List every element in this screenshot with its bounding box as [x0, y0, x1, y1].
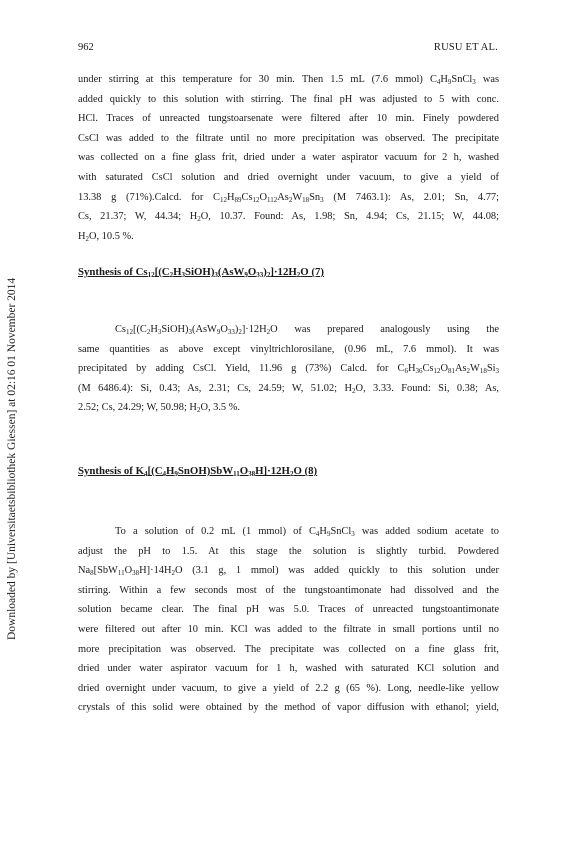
text-line: adjust the pH to 1.5. At this stage the solution is slightly turbid. Powdered: [78, 545, 499, 557]
page-header: [78, 42, 498, 56]
text-line: precipitated by adding CsCl. Yield, 11.96 g (73%) Calcd. for $C_6H_{36}Cs_{12}O_{81}As_2W_{18}Si_3$: [78, 363, 499, 376]
heading-synthesis-7: Synthesis of $Cs_{12}[(C_2H_3SiOH)_3(AsW_9O_{33})_2]\cdot 12H_2O$ (7): [78, 266, 324, 279]
paragraph-3: [78, 522, 499, 718]
text-line: were filtered out after 10 min. KCl was added to the filtrate in small portions until no: [78, 623, 499, 635]
page-number: 962: [78, 42, 94, 53]
text-line: crystals of this solid were obtained by the method of vapor diffusion with ethanol; yield,: [78, 702, 499, 714]
text-line: CsCl was added to the filtrate until no more precipitation was observed. The precipitate: [78, 132, 499, 144]
text-line: (M 6486.4): Si, 0.43; As, 2.31; Cs, 24.59; W, 51.02; $H_2O$, 3.33. Found: Si, 0.38; As,: [78, 382, 499, 395]
text-line: 13.38 g (71%).Calcd. for $C_{12}H_{89}Cs_{12}O_{112}As_2W_{18}Sn_3$ (M 7463.1): As, 2.01; Sn, 4.77;: [78, 191, 499, 204]
heading-synthesis-8: Synthesis of $K_4[(C_4H_9SnOH)SbW_{11}O_{38}H]\cdot 12H_2O$ (8): [78, 465, 318, 478]
text-line: solution became clear. The final pH was 5.0. Traces of unreacted tungstoantimonate: [78, 604, 499, 616]
text-line: dried overnight under vacuum, to give a yield of 2.2 g (65 %). Long, needle-like yellow: [78, 682, 499, 694]
text-line: was collected on a fine glass frit, dried under a water aspirator vacuum for 2 h, washed: [78, 152, 499, 164]
text-line: under stirring at this temperature for 30 min. Then 1.5 mL (7.6 mmol) $C_4H_9SnCl_3$ was: [78, 74, 499, 86]
text-line: To a solution of 0.2 mL (1 mmol) of $C_4H_9SnCl_3$ was added sodium acetate to: [115, 526, 499, 538]
text-line: with saturated CsCl solution and dried overnight under vacuum, to give a yield of: [78, 171, 499, 183]
text-line: HCl. Traces of unreacted tungstoarsenate were filtered after 10 min. Finely powdered: [78, 113, 499, 125]
text-line: Cs, 21.37; W, 44.34; $H_2O$, 10.37. Found: As, 1.98; Sn, 4.94; Cs, 21.15; W, 44.08;: [78, 211, 499, 224]
text-line: added quickly to this solution with stirring. The final pH was adjusted to 5 with conc.: [78, 93, 499, 105]
text-line: $H_2O$, 10.5 %.: [78, 230, 134, 243]
text-line: 2.52; Cs, 24.29; W, 50.98; $H_2O$, 3.5 %.: [78, 402, 240, 415]
download-watermark-text: Downloaded by [Universitaetsbibliothek Giessen] at 02:16 01 November 2014: [6, 277, 18, 640]
text-line: same quantities as above except vinyltrichlorosilane, (0.96 mL, 7.6 mmol). It was: [78, 343, 499, 355]
text-line: $Cs_{12}[(C_2H_3SiOH)_3(AsW_9O_{33})_2]\cdot 12H_2O$ was prepared analogously using the: [115, 324, 499, 336]
text-line: more precipitation was observed. The precipitate was collected on a fine glass frit,: [78, 643, 499, 655]
text-line: $Na_8[SbW_{11}O_{38}H]\cdot 14H_2O$ (3.1 g, 1 mmol) was added quickly to this solution under: [78, 565, 499, 578]
running-head: RUSU ET AL.: [433, 42, 498, 53]
text-line: dried under water aspirator vacuum for 1 h, washed with saturated KCl solution and: [78, 663, 499, 675]
paragraph-1: [78, 70, 499, 246]
paragraph-2: [78, 320, 499, 418]
text-line: stirring. Within a few seconds most of the tungstoantimonate had dissolved and the: [78, 584, 499, 596]
